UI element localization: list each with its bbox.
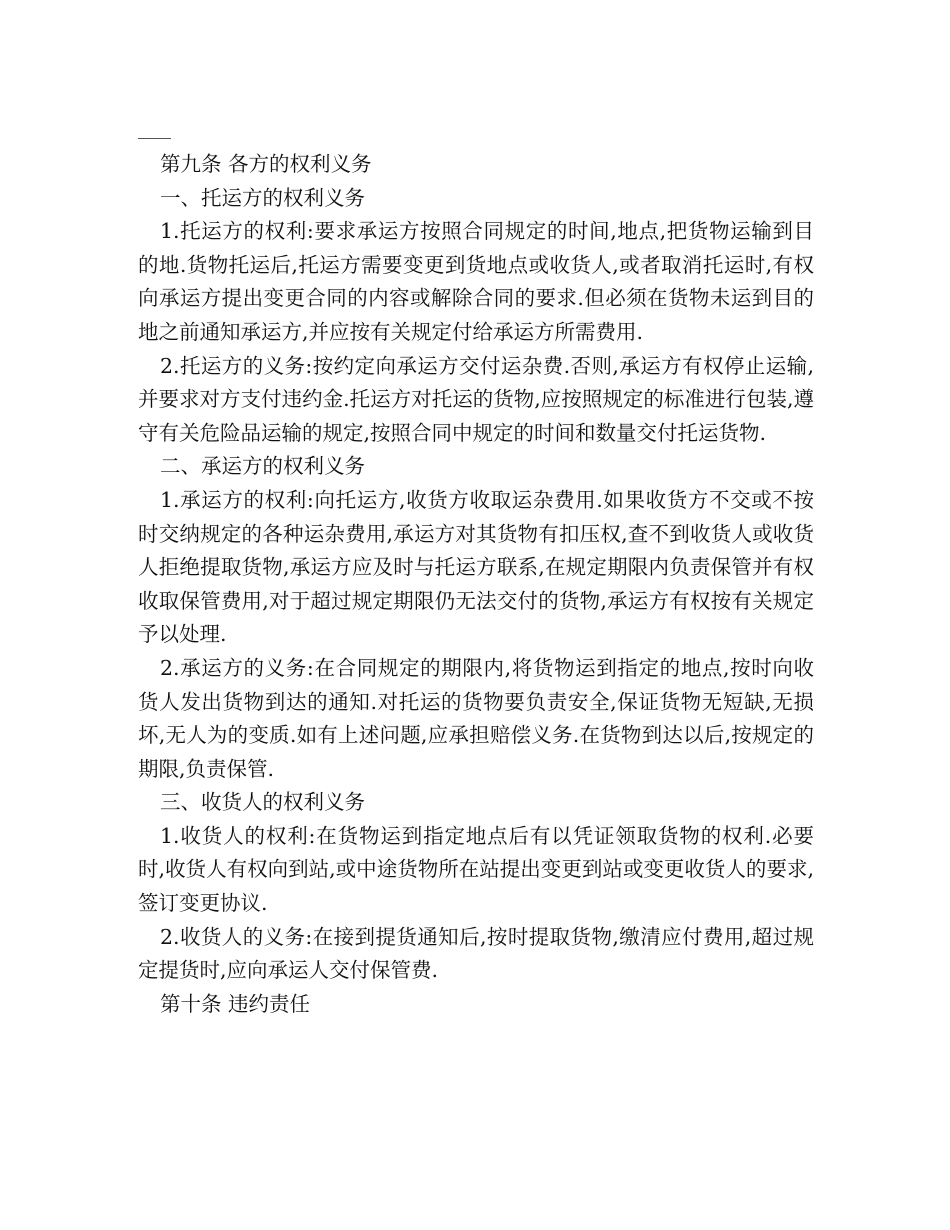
carrier-obligations-paragraph: 2.承运方的义务:在合同规定的期限内,将货物运到指定的地点,按时向收货人发出货物到达的通知.对托运的货物要负责安全,保证货物无短缺,无损坏,无人为的变质.如有上述问题,应承担赔偿义务.在货物到达以后,按规定的期限,负责保管. [138,655,814,781]
carrier-rights-paragraph: 1.承运方的权利:向托运方,收货方收取运杂费用.如果收货方不交或不按时交纳规定的各种运杂费用,承运方对其货物有扣压权,查不到收货人或收货人拒绝提取货物,承运方应及时与托运方联系,在规定期限内负责保管并有权收取保管费用,对于超过规定期限仍无法交付的货物,承运方有权按有关规定予以处理. [138,487,814,647]
document-body [138,148,814,1021]
section-3-heading: 三、收货人的权利义务 [160,790,365,815]
section-2-heading: 二、承运方的权利义务 [160,454,365,479]
header-rule [138,138,171,139]
consignee-obligations-paragraph: 2.收货人的义务:在接到提货通知后,按时提取货物,缴清应付费用,超过规定提货时,应向承运人交付保管费. [138,924,814,983]
article-10-title: 第十条 违约责任 [160,991,311,1016]
article-9-title: 第九条 各方的权利义务 [160,152,372,176]
shipper-rights-paragraph: 1.托运方的权利:要求承运方按照合同规定的时间,地点,把货物运输到目的地.货物托运后,托运方需要变更到货地点或收货人,或者取消托运时,有权向承运方提出变更合同的内容或解除合同的要求.但必须在货物未运到目的地之前通知承运方,并应按有关规定付给承运方所需费用. [138,219,814,344]
consignee-rights-paragraph: 1.收货人的权利:在货物运到指定地点后有以凭证领取货物的权利.必要时,收货人有权向到站,或中途货物所在站提出变更到站或变更收货人的要求,签订变更协议. [138,823,814,916]
shipper-obligations-paragraph: 2.托运方的义务:按约定向承运方交付运杂费.否则,承运方有权停止运输,并要求对方支付违约金.托运方对托运的货物,应按照规定的标准进行包装,遵守有关危险品运输的规定,按照合同中规定的时间和数量交付托运货物. [138,353,814,445]
section-1-heading: 一、托运方的权利义务 [160,185,365,210]
